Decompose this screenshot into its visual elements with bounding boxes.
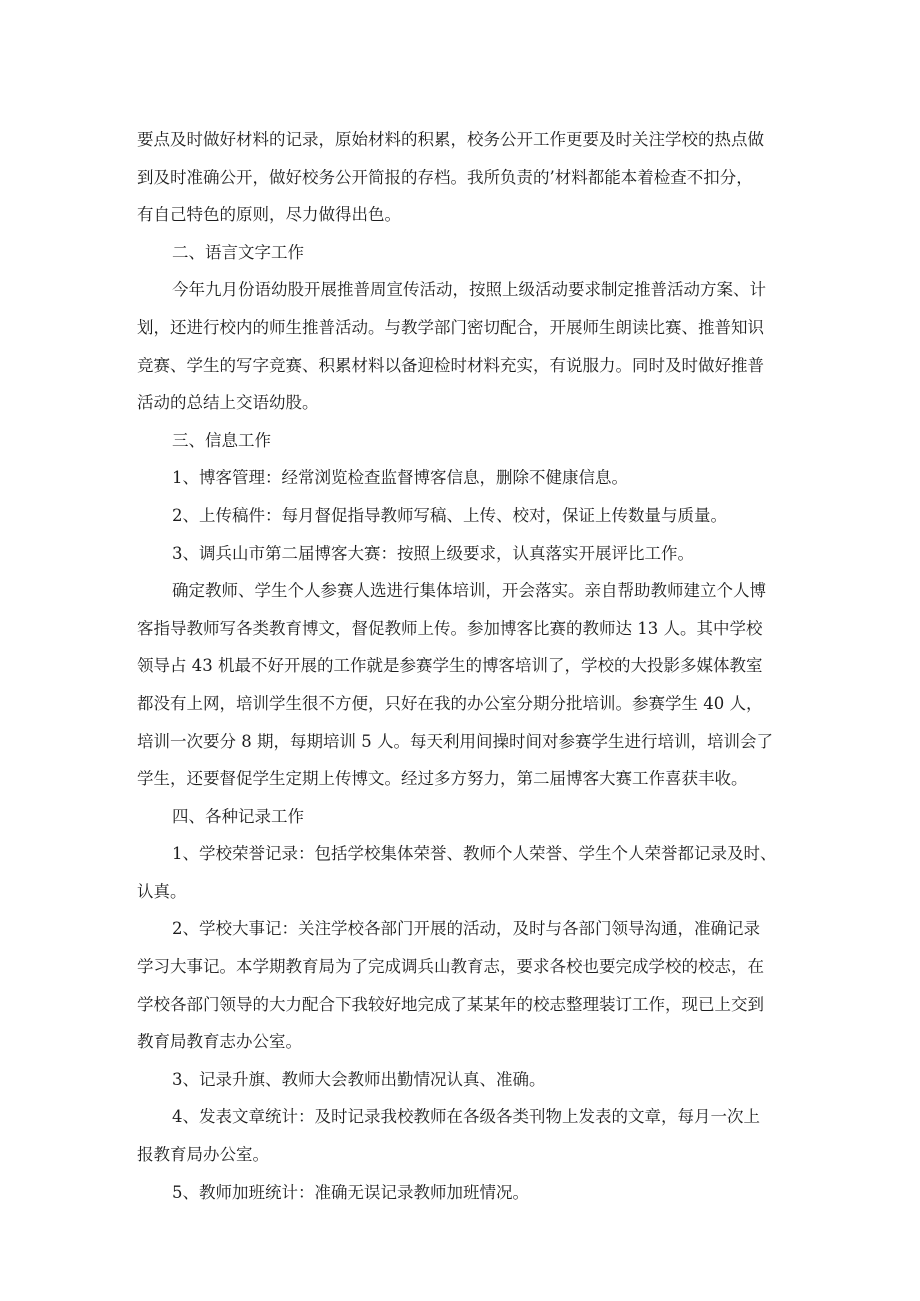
paragraph-line: 教育局教育志办公室。: [137, 1032, 302, 1052]
paragraph: [137, 572, 817, 798]
paragraph-line: 5、教师加班统计：准确无误记录教师加班情况。: [172, 1182, 529, 1202]
paragraph: [137, 497, 817, 535]
paragraph: [137, 422, 817, 460]
paragraph-line: 3、调兵山市第二届博客大赛：按照上级要求，认真落实开展评比工作。: [172, 543, 694, 563]
paragraph-line: 1、学校荣誉记录：包括学校集体荣誉、教师个人荣誉、学生个人荣誉都记录及时、: [172, 844, 777, 864]
document-body: [137, 121, 817, 1211]
paragraph-line: 竞赛、学生的写字竞赛、积累材料以备迎检时材料充实，有说服力。同时及时做好推普: [137, 355, 764, 375]
paragraph-line: 二、语言文字工作: [172, 242, 304, 262]
paragraph-line: 培训一次要分 8 期，每期培训 5 人。每天利用间操时间对参赛学生进行培训，培训会了: [137, 731, 773, 751]
paragraph-line: 要点及时做好材料的记录，原始材料的积累，校务公开工作更要及时关注学校的热点做: [137, 130, 764, 149]
paragraph-line: 2、上传稿件：每月督促指导教师写稿、上传、校对，保证上传数量与质量。: [172, 505, 727, 525]
paragraph-line: 1、博客管理：经常浏览检查监督博客信息，删除不健康信息。: [172, 468, 628, 488]
paragraph: [137, 271, 817, 421]
paragraph-line: 学校各部门领导的大力配合下我较好地完成了某某年的校志整理装订工作，现已上交到: [137, 994, 764, 1014]
paragraph-line: 有自己特色的原则，尽力做得出色。: [137, 205, 401, 225]
paragraph-line: 学生，还要督促学生定期上传博文。经过多方努力，第二届博客大赛工作喜获丰收。: [137, 769, 748, 789]
paragraph-line: 到及时准确公开，做好校务公开简报的存档。我所负责的’材料都能本着检查不扣分，: [137, 167, 753, 187]
paragraph-line: 3、记录升旗、教师大会教师出勤情况认真、准确。: [172, 1069, 546, 1089]
paragraph-line: 客指导教师写各类教育博文，督促教师上传。参加博客比赛的教师达 13 人。其中学校: [137, 618, 763, 638]
paragraph: [137, 910, 817, 1060]
paragraph: [137, 121, 817, 234]
paragraph: [137, 1098, 817, 1173]
paragraph-line: 4、发表文章统计：及时记录我校教师在各级各类刊物上发表的文章，每月一次上: [172, 1107, 760, 1127]
paragraph-line: 四、各种记录工作: [172, 806, 304, 826]
paragraph: [137, 459, 817, 497]
paragraph: [137, 535, 817, 573]
paragraph-line: 学习大事记。本学期教育局为了完成调兵山教育志，要求各校也要完成学校的校志，在: [137, 957, 764, 977]
paragraph-line: 报教育局办公室。: [137, 1145, 269, 1165]
paragraph: [137, 234, 817, 272]
paragraph-line: 今年九月份语幼股开展推普周宣传活动，按照上级活动要求制定推普活动方案、计: [172, 280, 766, 300]
paragraph: [137, 798, 817, 836]
paragraph-line: 确定教师、学生个人参赛人选进行集体培训，开会落实。亲自帮助教师建立个人博: [172, 581, 766, 601]
paragraph-line: 认真。: [137, 881, 187, 901]
paragraph: [137, 835, 817, 910]
paragraph-line: 2、学校大事记：关注学校各部门开展的活动，及时与各部门领导沟通，准确记录: [172, 919, 760, 939]
paragraph-line: 划，还进行校内的师生推普活动。与教学部门密切配合，开展师生朗读比赛、推普知识: [137, 317, 764, 337]
paragraph: [137, 1061, 817, 1099]
paragraph-line: 三、信息工作: [172, 430, 271, 450]
paragraph-line: 都没有上网，培训学生很不方便，只好在我的办公室分期分批培训。参赛学生 40 人，: [137, 693, 763, 713]
paragraph: [137, 1174, 817, 1212]
paragraph-line: 活动的总结上交语幼股。: [137, 393, 319, 413]
paragraph-line: 领导占 43 机最不好开展的工作就是参赛学生的博客培训了，学校的大投影多媒体教室: [137, 656, 763, 676]
